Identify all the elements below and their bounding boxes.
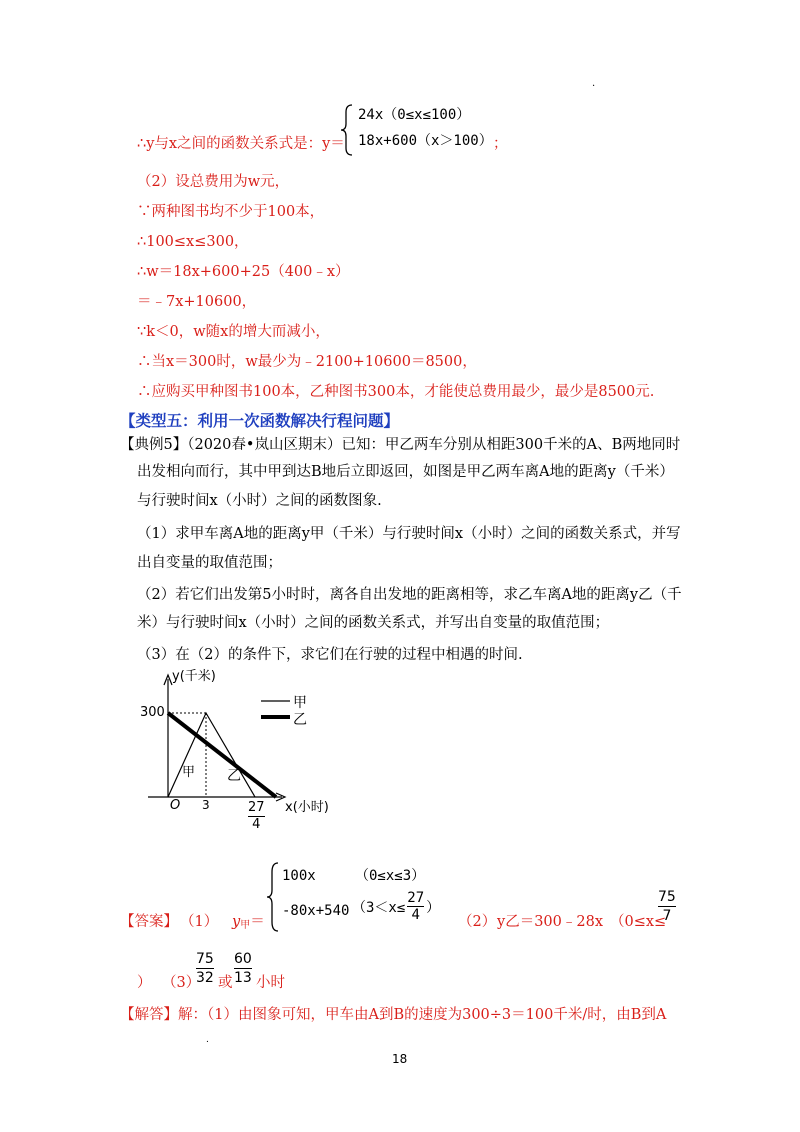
answer-part2: （2）	[458, 914, 497, 930]
legend-yi: 乙	[293, 712, 307, 728]
answer-time-1: $\frac{75}{32}$	[196, 951, 214, 986]
example-line-3: 与行驶时间x（小时）之间的函数图象.	[137, 493, 382, 509]
section-heading: 【类型五：利用一次函数解决行程问题】	[120, 411, 400, 430]
y-axis-label: y(千米)	[172, 669, 216, 684]
answer-case1-expr: 100x	[282, 868, 316, 884]
solution-line-6: ∵k＜0，w随x的增大而减小，	[137, 324, 330, 340]
answer-label: 【答案】	[120, 914, 178, 930]
relation-prefix: ∴y与x之间的函数关系式是：y＝	[137, 136, 345, 152]
y-tick-300: 300	[140, 705, 165, 720]
line-yi	[168, 713, 276, 797]
answer-part3: （3）	[162, 975, 201, 991]
solution-label: 【解答】	[120, 1007, 178, 1023]
x-tick-27-4-denominator: 4	[252, 817, 261, 832]
relation-case2: 18x+600（x＞100）	[358, 133, 493, 149]
label-jia: 甲	[182, 765, 196, 780]
label-yi: 乙	[227, 768, 241, 784]
relation-case1: 24x（0≤x≤100）	[358, 107, 471, 123]
solution-line-1: （2）设总费用为w元，	[137, 174, 290, 190]
x-tick-3: 3	[202, 798, 210, 812]
solution-line-5: ＝﹣7x+10600，	[137, 294, 257, 310]
answer-y-yi: y乙＝300﹣28x	[497, 914, 603, 930]
origin-label: O	[170, 798, 181, 813]
legend-jia: 甲	[293, 695, 307, 711]
x-axis-label: x(小时)	[285, 800, 329, 815]
distance-time-graph	[130, 665, 360, 845]
answer-range2-frac: $\frac{75}{7}$	[658, 889, 676, 924]
solution-line-8: ∴应购买甲种图书100本，乙种图书300本，才能使总费用最少，最少是8500元.	[137, 384, 655, 400]
left-brace	[340, 104, 354, 156]
answer-case2-range: （3＜x≤ $\frac{27}{4}$ ）	[352, 890, 441, 923]
graph-svg	[130, 665, 360, 845]
solution-text: 解：（1）由图象可知，甲车由A到B的速度为300÷3＝100千米/时，由B到A	[178, 1007, 667, 1023]
solution-row	[120, 1005, 666, 1025]
answer-unit: 小时	[256, 975, 285, 991]
example-line-7: 米）与行驶时间x（小时）之间的函数关系式，并写出自变量的取值范围；	[137, 615, 610, 631]
answer-or: 或	[218, 975, 233, 991]
answer-time-2: $\frac{60}{13}$	[234, 951, 252, 986]
solution-line-3: ∴100≤x≤300，	[137, 234, 249, 250]
answer-part1: （1）	[180, 914, 219, 930]
answer-case2-expr: -80x+540	[282, 903, 350, 919]
example-line-2: 出发相向而行，其中甲到达B地后立即返回，如图是甲乙两车离A地的距离y（千米）	[137, 464, 674, 480]
answer-y-jia: $y_甲=$	[232, 914, 265, 931]
example-line-4: （1）求甲车离A地的距离y甲（千米）与行驶时间x（小时）之间的函数关系式，并写	[137, 526, 681, 542]
solution-line-4: ∴w＝18x+600+25（400﹣x）	[137, 264, 350, 280]
top-dot: .	[592, 78, 596, 89]
example-row-1	[120, 435, 680, 455]
example-line-6: （2）若它们出发第5小时时，离各自出发地的距离相等，求乙车离A地的距离y乙（千	[137, 587, 682, 603]
answer-range2: （0≤x≤	[610, 914, 667, 930]
example-label: 【典例5】	[120, 437, 188, 453]
example-line-5: 出自变量的取值范围；	[137, 555, 282, 571]
answer-brace	[266, 862, 280, 932]
x-tick-27-4-numerator: 27	[248, 800, 265, 815]
answer-close: ）	[137, 975, 152, 991]
example-line-8: （3）在（2）的条件下，求它们在行驶的过程中相遇的时间.	[137, 647, 523, 663]
answer-case1-range: （0≤x≤3）	[355, 868, 426, 884]
relation-suffix: ；	[493, 136, 508, 152]
solution-line-2: ∵两种图书均不少于100本，	[137, 204, 325, 220]
small-dot: .	[206, 1035, 209, 1045]
x-tick-27-4	[248, 800, 265, 833]
example-line-1: （2020春•岚山区期末）已知：甲乙两车分别从相距300千米的A、B两地同时	[187, 437, 681, 453]
solution-line-7: ∴当x＝300时，w最少为﹣2100+10600＝8500，	[137, 354, 477, 370]
page-number: 18	[392, 1052, 408, 1066]
